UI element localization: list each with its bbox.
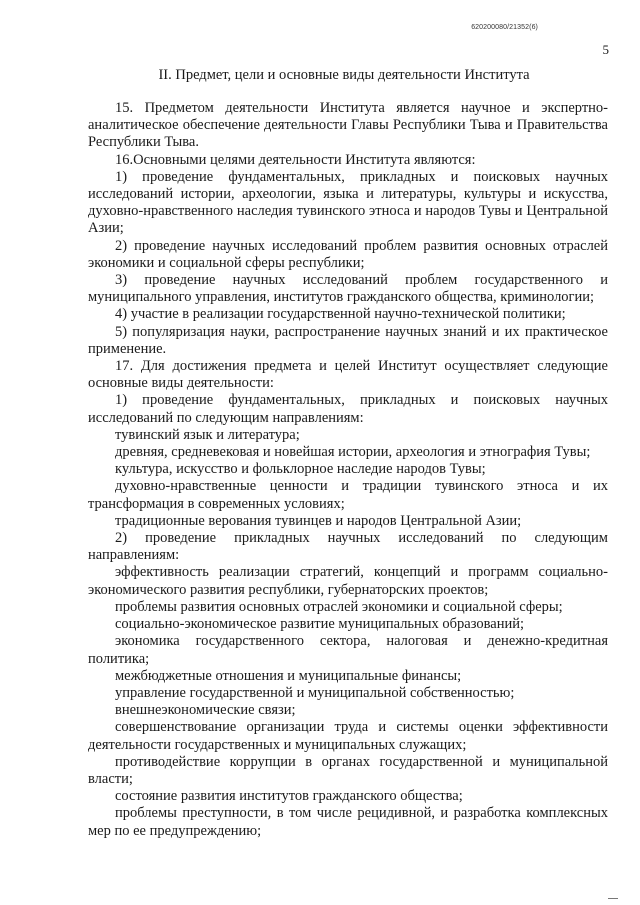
paragraph: межбюджетные отношения и муниципальные финансы; bbox=[115, 667, 462, 684]
paragraph: 17. Для достижения предмета и целей Институт осуществляет следующие основные виды деятельности: bbox=[88, 358, 608, 392]
paragraph: 15. Предметом деятельности Института является научное и экспертно-аналитическое обеспечение деятельности Главы Республики Тыва и Правительства Республики Тыва. bbox=[88, 100, 608, 151]
document-body bbox=[88, 100, 608, 840]
paragraph: духовно-нравственные ценности и традиции тувинского этноса и их трансформация в современных условиях; bbox=[88, 478, 608, 512]
paragraph: 1) проведение фундаментальных, прикладных и поисковых научных исследований по следующим направлениям: bbox=[88, 392, 608, 426]
paragraph: 2) проведение прикладных научных исследований по следующим направлениям: bbox=[88, 530, 608, 564]
paragraph: совершенствование организации труда и системы оценки эффективности деятельности государственных и муниципальных служащих; bbox=[88, 719, 608, 753]
scan-mark bbox=[608, 898, 618, 899]
paragraph: проблемы преступности, в том числе рецидивной, и разработка комплексных мер по ее предупреждению; bbox=[88, 805, 608, 839]
paragraph: 3) проведение научных исследований проблем государственного и муниципального управления, институтов гражданского общества, криминологии; bbox=[88, 272, 608, 306]
paragraph: 4) участие в реализации государственной научно-технической политики; bbox=[115, 306, 566, 323]
paragraph: эффективность реализации стратегий, концепций и программ социально-экономического развития республики, губернаторских проектов; bbox=[88, 564, 608, 598]
document-number: 620200080/21352(6) bbox=[471, 24, 538, 31]
paragraph: экономика государственного сектора, налоговая и денежно-кредитная политика; bbox=[88, 633, 608, 667]
section-heading: II. Предмет, цели и основные виды деятельности Института bbox=[158, 67, 530, 83]
paragraph: 5) популяризация науки, распространение научных знаний и их практическое применение. bbox=[88, 323, 608, 357]
paragraph: 2) проведение научных исследований проблем развития основных отраслей экономики и социальной сферы республики; bbox=[88, 237, 608, 271]
paragraph: традиционные верования тувинцев и народов Центральной Азии; bbox=[115, 512, 522, 529]
paragraph: внешнеэкономические связи; bbox=[115, 702, 296, 719]
paragraph: тувинский язык и литература; bbox=[115, 426, 300, 443]
paragraph: социально-экономическое развитие муниципальных образований; bbox=[115, 616, 525, 633]
paragraph: управление государственной и муниципальной собственностью; bbox=[115, 684, 515, 701]
paragraph: 16.Основными целями деятельности Института являются: bbox=[115, 151, 476, 168]
page-number: 5 bbox=[602, 42, 609, 57]
paragraph: культура, искусство и фольклорное наследие народов Тувы; bbox=[115, 461, 486, 478]
paragraph: противодействие коррупции в органах государственной и муниципальной власти; bbox=[88, 753, 608, 787]
paragraph: проблемы развития основных отраслей экономики и социальной сферы; bbox=[115, 598, 563, 615]
paragraph: состояние развития институтов гражданского общества; bbox=[115, 788, 463, 805]
paragraph: 1) проведение фундаментальных, прикладных и поисковых научных исследований истории, археологии, языка и литературы, культуры и искусства, духовно-нравственного наследия тувинского этноса и народов Тувы и Центральной Азии; bbox=[88, 168, 608, 237]
paragraph: древняя, средневековая и новейшая истории, археология и этнография Тувы; bbox=[115, 444, 591, 461]
